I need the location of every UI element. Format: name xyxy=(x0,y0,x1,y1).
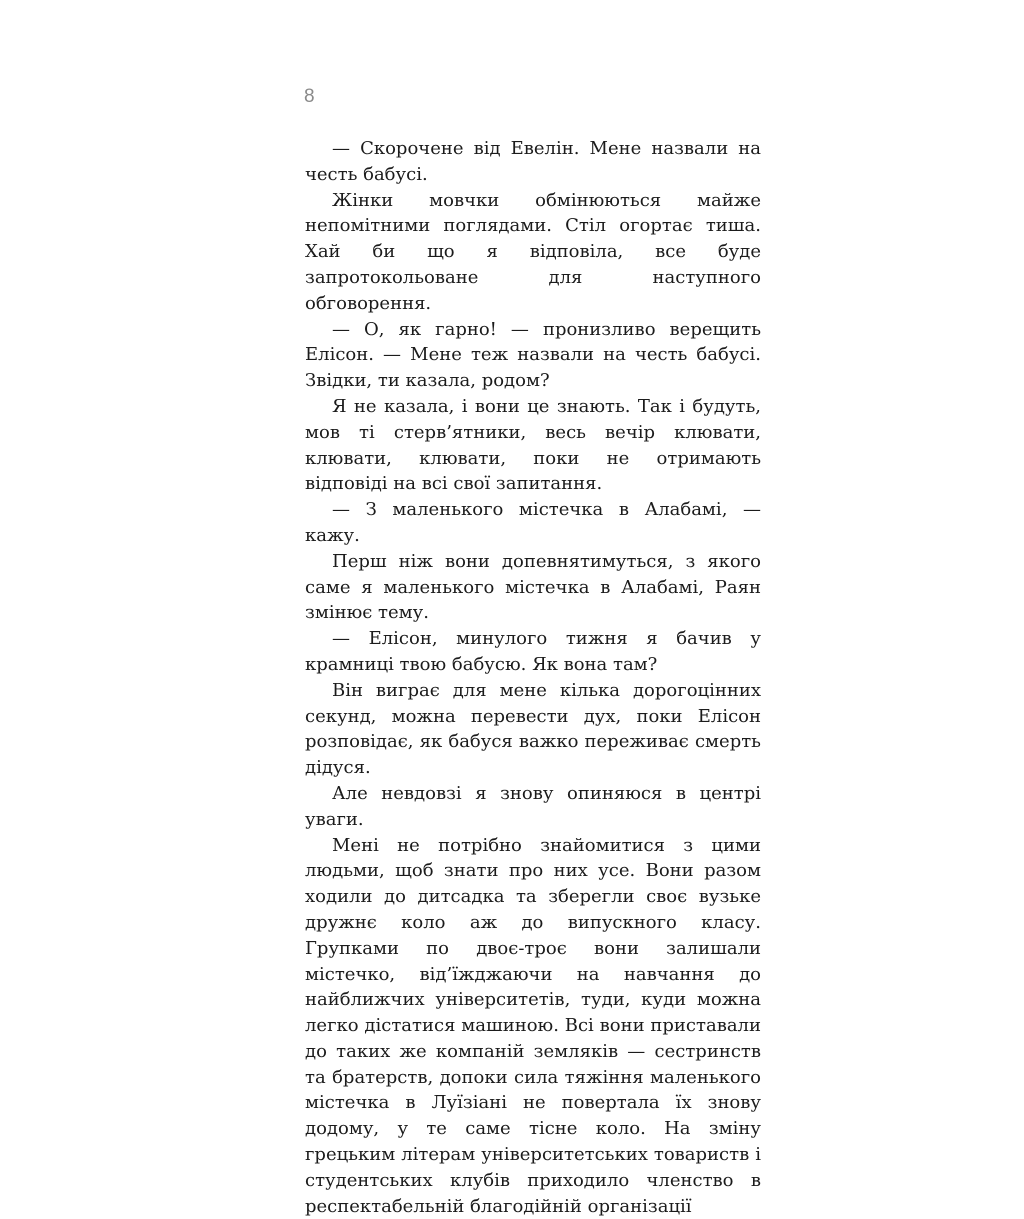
paragraph: — З маленького містечка в Алабамі, — кажу. xyxy=(305,499,761,546)
paragraph: — О, як гарно! — пронизливо верещить Елісон. — Мене теж назвали на честь бабусі. Звідки, ти казала, родом? xyxy=(305,318,761,392)
paragraph: Мені не потрібно знайомитися з цими людьми, щоб знати про них усе. Вони разом ходили до дитсадка та зберегли своє вузьке дружнє коло аж до випускного класу. Групками по двоє-троє вони залишали містечко, від’їжджаючи на навчання до найближчих університетів, туди, куди можна легко дістатися машиною. Всі вони приставали до таких же компаній земляків — сестринств та братерств, допоки сила тяжіння маленького містечка в Луїзіані не повертала їх знову додому, у те саме тісне коло. На зміну грецьким літерам університетських товариств і студентських клубів приходило членство в респектабельній благодійній організації xyxy=(305,834,761,1217)
paragraph: — Скорочене від Евелін. Мене назвали на честь бабусі. xyxy=(305,138,761,185)
paragraph: Але невдовзі я знову опиняюся в центрі уваги. xyxy=(305,782,761,830)
page-number: 8 xyxy=(304,86,316,107)
paragraph: Жінки мовчки обмінюються майже непомітними поглядами. Стіл огортає тиша. Хай би що я відповіла, все буде запротокольоване для наступного обговорення. xyxy=(305,189,761,314)
page-text xyxy=(305,136,761,1219)
paragraph: Я не казала, і вони це знають. Так і будуть, мов ті стерв’ятники, весь вечір клювати, клювати, клювати, поки не отримають відповіді на всі свої запитання. xyxy=(305,395,761,495)
paragraph: Перш ніж вони допевнятимуться, з якого саме я маленького містечка в Алабамі, Раян змінює тему. xyxy=(305,550,761,624)
paragraph: — Елісон, минулого тижня я бачив у крамниці твою бабусю. Як вона там? xyxy=(305,628,761,675)
paragraph: Він виграє для мене кілька дорогоцінних секунд, можна перевести дух, поки Елісон розповідає, як бабуся важко переживає смерть дідуся. xyxy=(305,679,761,779)
